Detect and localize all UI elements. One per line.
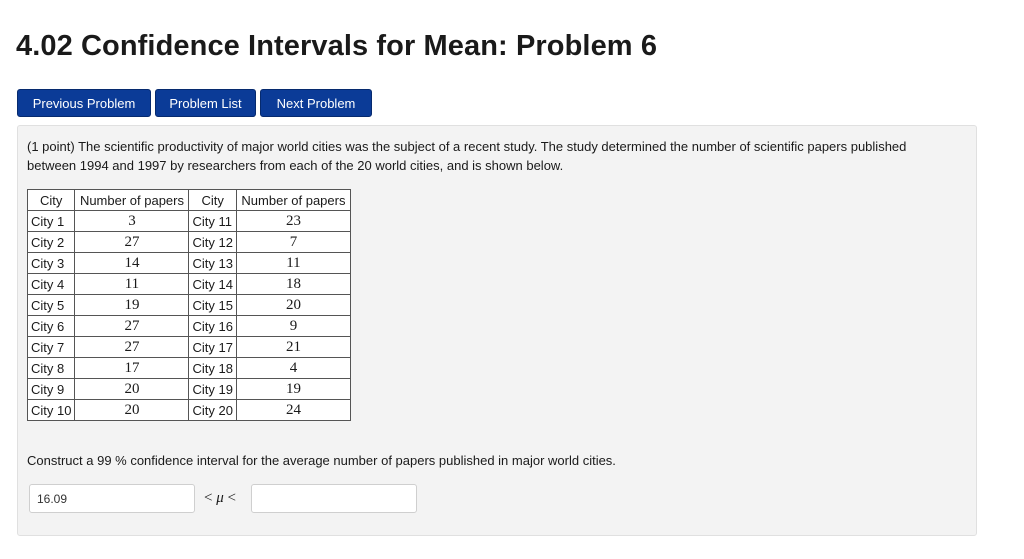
problem-navigation	[17, 89, 372, 117]
lower-bound-input[interactable]	[29, 484, 195, 513]
table-body	[28, 211, 351, 421]
city-cell: City 11	[189, 211, 236, 232]
city-cell: City 13	[189, 253, 236, 274]
table-row	[28, 337, 351, 358]
previous-problem-button[interactable]: Previous Problem	[17, 89, 151, 117]
city-cell: City 8	[28, 358, 75, 379]
papers-cell: 14	[75, 253, 189, 274]
papers-cell: 18	[236, 274, 350, 295]
papers-cell: 20	[236, 295, 350, 316]
city-cell: City 10	[28, 400, 75, 421]
city-cell: City 5	[28, 295, 75, 316]
papers-cell: 21	[236, 337, 350, 358]
header-city: City	[28, 190, 75, 211]
papers-cell: 20	[75, 400, 189, 421]
city-cell: City 6	[28, 316, 75, 337]
table-row	[28, 274, 351, 295]
table-header-row	[28, 190, 351, 211]
table-row	[28, 211, 351, 232]
city-cell: City 3	[28, 253, 75, 274]
papers-cell: 17	[75, 358, 189, 379]
less-than-symbol: <	[204, 490, 213, 506]
city-cell: City 9	[28, 379, 75, 400]
city-cell: City 2	[28, 232, 75, 253]
table-row	[28, 316, 351, 337]
problem-list-button[interactable]: Problem List	[155, 89, 256, 117]
header-city: City	[189, 190, 236, 211]
city-cell: City 20	[189, 400, 236, 421]
papers-cell: 23	[236, 211, 350, 232]
papers-cell: 3	[75, 211, 189, 232]
papers-cell: 20	[75, 379, 189, 400]
papers-cell: 7	[236, 232, 350, 253]
city-cell: City 17	[189, 337, 236, 358]
table-row	[28, 379, 351, 400]
papers-cell: 11	[75, 274, 189, 295]
table-row	[28, 400, 351, 421]
city-cell: City 19	[189, 379, 236, 400]
question-text: Construct a 99 % confidence interval for the average number of papers published in major world cities.	[27, 453, 616, 468]
papers-cell: 27	[75, 232, 189, 253]
papers-table	[27, 189, 351, 421]
city-cell: City 16	[189, 316, 236, 337]
papers-cell: 27	[75, 316, 189, 337]
papers-cell: 24	[236, 400, 350, 421]
city-cell: City 14	[189, 274, 236, 295]
city-cell: City 18	[189, 358, 236, 379]
city-cell: City 7	[28, 337, 75, 358]
papers-cell: 19	[236, 379, 350, 400]
inequality-mu	[204, 490, 236, 507]
table-row	[28, 295, 351, 316]
table-row	[28, 358, 351, 379]
papers-cell: 4	[236, 358, 350, 379]
next-problem-button[interactable]: Next Problem	[260, 89, 372, 117]
mu-symbol: μ	[216, 490, 224, 506]
upper-bound-input[interactable]	[251, 484, 417, 513]
problem-panel	[17, 125, 977, 536]
city-cell: City 15	[189, 295, 236, 316]
city-cell: City 4	[28, 274, 75, 295]
page-title: 4.02 Confidence Intervals for Mean: Problem 6	[16, 30, 658, 62]
header-number-of-papers: Number of papers	[75, 190, 189, 211]
papers-cell: 11	[236, 253, 350, 274]
papers-cell: 27	[75, 337, 189, 358]
papers-cell: 9	[236, 316, 350, 337]
city-cell: City 1	[28, 211, 75, 232]
papers-cell: 19	[75, 295, 189, 316]
table-row	[28, 232, 351, 253]
problem-statement: (1 point) The scientific productivity of major world cities was the subject of a recent study. The study determined the number of scientific papers published between 1994 and 1997 by researchers from each of the 20 world cities, and is shown below.	[27, 139, 907, 173]
header-number-of-papers: Number of papers	[236, 190, 350, 211]
less-than-symbol: <	[227, 490, 236, 506]
city-cell: City 12	[189, 232, 236, 253]
table-row	[28, 253, 351, 274]
